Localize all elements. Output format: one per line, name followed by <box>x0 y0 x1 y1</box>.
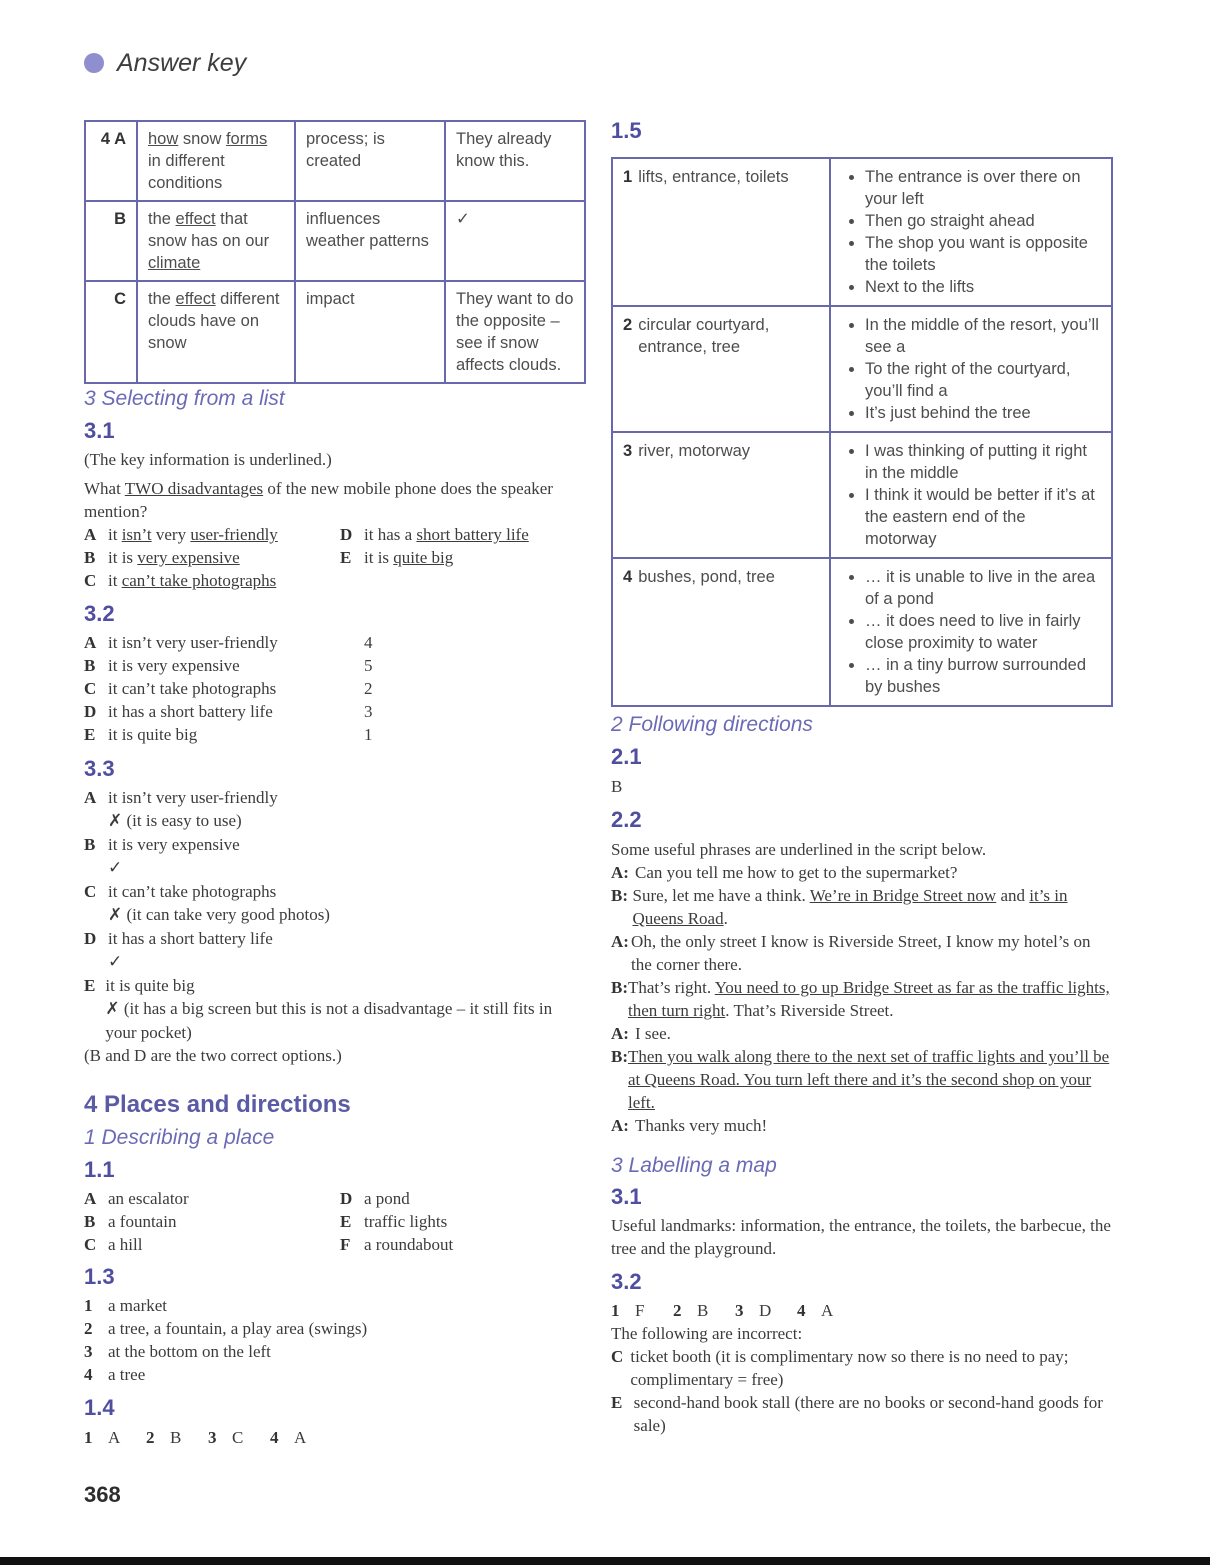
answer-letter: B <box>170 1428 182 1447</box>
item-letter: D <box>84 702 97 721</box>
heading-2-2: 2.2 <box>611 807 642 832</box>
answer-letter: C <box>232 1428 244 1447</box>
dialogue-text <box>632 884 1111 930</box>
phrase-item: • Then go straight ahead <box>865 210 1101 232</box>
underlined-text: Then you walk along there to the next set of traffic lights and you’ll be at Queens Road. You turn left there and it’s the second shop on your left. <box>628 1047 1110 1112</box>
heading-3-1: 3.1 <box>84 418 115 443</box>
answer-table-4 <box>84 120 586 384</box>
list-item <box>340 1233 453 1256</box>
section-title-places: 4 Places and directions <box>84 1091 351 1118</box>
answer-2-1: B <box>611 777 623 796</box>
row-number: 4 <box>623 568 633 586</box>
list-item <box>611 1391 1111 1437</box>
bullet-dot-icon <box>84 53 104 73</box>
list-item <box>84 1294 584 1317</box>
item-letter: 2 <box>84 1319 93 1338</box>
section-title-following: 2 Following directions <box>611 713 813 736</box>
text: it is <box>108 548 138 567</box>
section-title-selecting: 3 Selecting from a list <box>84 387 285 410</box>
underlined-text: how <box>148 130 179 148</box>
option-letter: C <box>84 571 97 590</box>
text: . That’s Riverside Street. <box>725 1001 894 1020</box>
option-text <box>108 546 240 569</box>
item-number: 2 <box>364 679 373 698</box>
item-letter: 4 <box>84 1365 93 1384</box>
block-3-2-map <box>611 1299 1111 1437</box>
answer-letter: A <box>294 1428 307 1447</box>
item-letter: B <box>84 835 96 854</box>
options-right <box>340 523 529 592</box>
page-header <box>84 46 246 80</box>
item-number: 1 <box>364 725 373 744</box>
list-item <box>84 631 384 654</box>
underlined-text: it’s in Queens Road <box>632 886 1068 928</box>
words-wrap <box>623 566 819 588</box>
cell-comment: They already know this. <box>445 121 585 201</box>
item-verdict <box>105 997 584 1044</box>
phrase-list <box>841 566 1101 698</box>
text: the <box>148 290 176 308</box>
list-item <box>84 786 584 833</box>
text: that snow has on our <box>148 210 270 250</box>
dialogue-line <box>611 884 1111 930</box>
item-text: it can’t take photographs <box>108 882 277 901</box>
row-number: 1 <box>623 168 633 186</box>
item-letter: A <box>84 788 97 807</box>
item-text: a tree, a fountain, a play area (swings) <box>108 1319 368 1338</box>
options-left <box>84 523 340 592</box>
section-title-describing: 1 Describing a place <box>84 1126 275 1149</box>
option-letter: A <box>84 525 97 544</box>
list-item <box>84 654 384 677</box>
list-item <box>340 1187 453 1210</box>
item-text: second-hand book stall (there are no books or second-hand goods for sale) <box>633 1393 1103 1435</box>
underlined-text: TWO disadvantages <box>124 479 264 498</box>
item-text: it is quite big <box>105 976 195 995</box>
cross-icon: ✗ <box>108 905 123 925</box>
answer-letter: F <box>635 1301 645 1320</box>
tick-icon: ✓ <box>108 952 123 972</box>
table-row <box>612 158 1112 306</box>
answer-letter: A <box>108 1428 121 1447</box>
item-body <box>108 927 273 974</box>
phrase-item: • I was thinking of putting it right in the middle <box>865 440 1101 484</box>
text-3-1-map: Useful landmarks: information, the entrance, the toilets, the barbecue, the tree and the playground. <box>611 1216 1111 1258</box>
list-item <box>84 677 384 700</box>
list-item <box>340 1210 453 1233</box>
phrase-item: • The shop you want is opposite the toilets <box>865 232 1101 276</box>
item-verdict <box>108 903 330 927</box>
item-verdict <box>108 809 278 833</box>
dialogue-text <box>628 976 1111 1022</box>
heading-1-1: 1.1 <box>84 1157 115 1182</box>
speaker: A: <box>611 1024 629 1043</box>
answer-letter: B <box>697 1301 709 1320</box>
cell-words <box>612 558 830 706</box>
cell-phrases <box>830 558 1112 706</box>
block-3-1 <box>84 448 584 592</box>
option-item <box>84 569 340 592</box>
text: Can you tell me how to get to the supermarket? <box>635 863 958 882</box>
item-letter: C <box>84 679 97 698</box>
answer-row <box>611 1299 1111 1322</box>
list-item <box>84 1210 340 1233</box>
words-wrap <box>623 166 819 188</box>
item-letter: F <box>340 1235 351 1254</box>
speaker: B: <box>611 978 628 997</box>
question-3-1 <box>84 477 584 523</box>
text: Sure, let me have a think. <box>632 886 810 905</box>
text: What <box>84 479 125 498</box>
text: . <box>723 909 728 928</box>
option-item <box>340 523 529 546</box>
text: Thanks very much! <box>635 1116 768 1135</box>
cell-phrases <box>830 158 1112 306</box>
item-letter: A <box>84 633 97 652</box>
dialogue-line <box>611 1045 1111 1114</box>
text: it <box>108 571 122 590</box>
text: snow <box>178 130 226 148</box>
item-text: it is very expensive <box>108 656 240 675</box>
underlined-text: can’t take photographs <box>121 571 277 590</box>
phrase-list <box>841 166 1101 298</box>
list-3-2 <box>84 631 384 746</box>
table-row <box>612 306 1112 432</box>
item-letter: D <box>84 929 97 948</box>
phrase-item: • … it does need to live in fairly close proximity to water <box>865 610 1101 654</box>
phrase-item: • It’s just behind the tree <box>865 402 1101 424</box>
answer-letter: D <box>759 1301 772 1320</box>
option-text <box>364 546 453 569</box>
phrase-item: • In the middle of the resort, you’ll see a <box>865 314 1101 358</box>
answer-number: 3 <box>208 1428 217 1447</box>
footer-note: (B and D are the two correct options.) <box>84 1046 342 1065</box>
text: of the new mobile phone does the speaker mention? <box>84 479 553 521</box>
words-wrap <box>623 314 819 358</box>
item-letter: E <box>611 1393 623 1412</box>
answer-number: 3 <box>735 1301 744 1320</box>
tick-icon: ✓ <box>108 858 123 878</box>
item-letter: C <box>84 1235 97 1254</box>
list-3-3 <box>84 786 584 1067</box>
item-text: at the bottom on the left <box>108 1342 271 1361</box>
speaker: A: <box>611 1116 629 1135</box>
text: it has a <box>364 525 417 544</box>
item-text: it has a short battery life <box>108 929 273 948</box>
words-text: river, motorway <box>638 442 751 460</box>
heading-3-1-map: 3.1 <box>611 1184 642 1209</box>
dialogue-line <box>611 1022 1111 1045</box>
answers-1-4 <box>84 1426 332 1449</box>
list-item <box>84 700 384 723</box>
dialogue-text <box>631 930 1111 976</box>
text: different clouds have on snow <box>148 290 280 352</box>
row-number: 2 <box>623 316 633 334</box>
cross-icon: ✗ <box>108 811 123 831</box>
cell-words <box>612 158 830 306</box>
text: it <box>108 525 122 544</box>
page-number: 368 <box>84 1482 121 1507</box>
text: in different conditions <box>148 152 225 192</box>
underlined-text: effect <box>175 290 216 308</box>
option-item <box>84 523 340 546</box>
option-letter: E <box>340 548 352 567</box>
phrase-item: • Next to the lifts <box>865 276 1101 298</box>
list-item <box>84 833 584 880</box>
item-text: it can’t take photographs <box>108 679 277 698</box>
item-note: (it can take very good photos) <box>122 905 330 924</box>
speaker: A: <box>611 932 629 951</box>
table-row <box>612 432 1112 558</box>
words-wrap <box>623 440 819 462</box>
phrase-list <box>841 440 1101 550</box>
item-letter: C <box>611 1347 624 1366</box>
list-item <box>84 723 384 746</box>
cell-phrase <box>137 121 295 201</box>
list-item <box>84 974 584 1044</box>
item-letter: C <box>84 882 97 901</box>
list-item <box>84 1187 340 1210</box>
item-body <box>108 786 278 833</box>
item-note: (it is easy to use) <box>122 811 242 830</box>
item-verdict <box>108 950 273 974</box>
underlined-text: short battery life <box>416 525 529 544</box>
item-text: a pond <box>364 1189 410 1208</box>
heading-1-5: 1.5 <box>611 118 642 143</box>
phrase-item: • … it is unable to live in the area of a pond <box>865 566 1101 610</box>
heading-3-2: 3.2 <box>84 601 115 626</box>
page-title: Answer key <box>117 48 247 77</box>
item-letter: D <box>340 1189 353 1208</box>
answer-table-1-5 <box>611 157 1113 707</box>
bottom-rule <box>0 1557 1210 1565</box>
answer-number: 4 <box>270 1428 279 1447</box>
item-text: it has a short battery life <box>108 702 273 721</box>
cell-comment: ✓ <box>445 201 585 281</box>
cross-icon: ✗ <box>105 999 120 1019</box>
speaker: B: <box>611 886 628 905</box>
list-item <box>84 1233 340 1256</box>
cell-comment: They want to do the opposite – see if snow affects clouds. <box>445 281 585 383</box>
intro-3-2-map: The following are incorrect: <box>611 1324 803 1343</box>
dialogue-text <box>635 861 957 884</box>
answer-letter: A <box>821 1301 834 1320</box>
text: and <box>996 886 1030 905</box>
cell-words <box>612 306 830 432</box>
item-text: it is quite big <box>108 725 198 744</box>
underlined-text: effect <box>175 210 216 228</box>
section-title-labelling: 3 Labelling a map <box>611 1154 777 1177</box>
item-letter: A <box>84 1189 97 1208</box>
underlined-text: We’re in Bridge Street now <box>809 886 997 905</box>
dialogue-line <box>611 861 1111 884</box>
list-item <box>611 1345 1111 1391</box>
item-text: a fountain <box>108 1212 177 1231</box>
option-item <box>84 546 340 569</box>
speaker: A: <box>611 863 629 882</box>
answer-number: 4 <box>797 1301 806 1320</box>
list-item <box>84 1363 584 1386</box>
item-letter: E <box>84 976 96 995</box>
item-body <box>108 880 330 927</box>
words-text: bushes, pond, tree <box>638 568 775 586</box>
heading-1-3: 1.3 <box>84 1264 115 1289</box>
words-text: lifts, entrance, toilets <box>638 168 789 186</box>
answer-number: 2 <box>146 1428 155 1447</box>
item-number: 5 <box>364 656 373 675</box>
cell-phrase <box>137 201 295 281</box>
cell-synonym: influences weather patterns <box>295 201 445 281</box>
item-text: a roundabout <box>364 1235 454 1254</box>
item-body <box>105 974 584 1044</box>
item-number: 4 <box>364 633 373 652</box>
heading-2-1: 2.1 <box>611 744 642 769</box>
script-2-2 <box>611 838 1111 1137</box>
cell-words <box>612 432 830 558</box>
item-text: it isn’t very user-friendly <box>108 633 278 652</box>
item-letter: 3 <box>84 1342 93 1361</box>
phrase-list <box>841 314 1101 424</box>
answer-number: 1 <box>84 1428 93 1447</box>
text: the <box>148 210 176 228</box>
heading-3-3: 3.3 <box>84 756 115 781</box>
table-row <box>85 281 585 383</box>
dialogue-text <box>635 1114 767 1137</box>
item-text: it isn’t very user-friendly <box>108 788 278 807</box>
item-text: a tree <box>108 1365 146 1384</box>
text: I see. <box>635 1024 671 1043</box>
phrase-item: • I think it would be better if it’s at the eastern end of the motorway <box>865 484 1101 550</box>
option-text <box>364 523 529 546</box>
text: very <box>151 525 191 544</box>
option-letter: D <box>340 525 353 544</box>
text: it is <box>364 548 394 567</box>
item-letter: E <box>340 1212 352 1231</box>
option-letter: B <box>84 548 96 567</box>
item-body <box>108 833 240 880</box>
underlined-text: You need to go up Bridge Street as far as the traffic lights, then turn right <box>628 978 1110 1020</box>
answer-number: 1 <box>611 1301 620 1320</box>
underlined-text: very expensive <box>137 548 240 567</box>
list-item <box>84 1317 584 1340</box>
item-letter: 1 <box>84 1296 93 1315</box>
row-label: C <box>85 281 137 383</box>
speaker: B: <box>611 1047 628 1066</box>
item-text: a hill <box>108 1235 143 1254</box>
item-note: (it has a big screen but this is not a disadvantage – it still fits in your pocket) <box>105 999 553 1042</box>
table-row <box>85 201 585 281</box>
row-number: 3 <box>623 442 633 460</box>
option-item <box>340 546 529 569</box>
words-text: circular courtyard, entrance, tree <box>638 316 770 356</box>
item-number: 3 <box>364 702 373 721</box>
cell-synonym: impact <box>295 281 445 383</box>
item-text: ticket booth (it is complimentary now so there is no need to pay; complimentary = free) <box>630 1347 1069 1389</box>
intro-2-2: Some useful phrases are underlined in the script below. <box>611 840 987 859</box>
heading-1-4: 1.4 <box>84 1395 115 1420</box>
heading-3-2-map: 3.2 <box>611 1269 642 1294</box>
row-label: B <box>85 201 137 281</box>
underlined-text: quite big <box>393 548 454 567</box>
dialogue-line <box>611 976 1111 1022</box>
item-text: traffic lights <box>364 1212 448 1231</box>
cell-phrase <box>137 281 295 383</box>
phrase-item: • … in a tiny burrow surrounded by bushes <box>865 654 1101 698</box>
item-text: a market <box>108 1296 167 1315</box>
underlined-text: user-friendly <box>190 525 278 544</box>
option-text <box>108 569 276 592</box>
text: That’s right. <box>628 978 715 997</box>
underlined-text: climate <box>148 254 201 272</box>
table-row <box>612 558 1112 706</box>
option-text <box>108 523 278 546</box>
dialogue-line <box>611 930 1111 976</box>
list-item <box>84 1340 584 1363</box>
phrase-item: • The entrance is over there on your left <box>865 166 1101 210</box>
dialogue-line <box>611 1114 1111 1137</box>
cell-phrases <box>830 306 1112 432</box>
item-verdict <box>108 856 240 880</box>
item-text: an escalator <box>108 1189 189 1208</box>
list-item <box>84 880 584 927</box>
dialogue-text <box>628 1045 1111 1114</box>
dialogue-text <box>635 1022 671 1045</box>
table-row <box>85 121 585 201</box>
text: Oh, the only street I know is Riverside Street, I know my hotel’s on the corner there. <box>631 932 1091 974</box>
underlined-text: isn’t <box>121 525 152 544</box>
item-letter: B <box>84 1212 96 1231</box>
phrase-item: • To the right of the courtyard, you’ll find a <box>865 358 1101 402</box>
answer-number: 2 <box>673 1301 682 1320</box>
list-1-1 <box>84 1187 584 1256</box>
item-letter: B <box>84 656 96 675</box>
cell-phrases <box>830 432 1112 558</box>
row-label: 4 A <box>85 121 137 201</box>
item-letter: E <box>84 725 96 744</box>
underlined-text: forms <box>225 130 268 148</box>
list-item <box>84 927 584 974</box>
answer-row <box>84 1426 332 1449</box>
list-1-3 <box>84 1294 584 1386</box>
note-3-1: (The key information is underlined.) <box>84 450 332 469</box>
cell-synonym: process; is created <box>295 121 445 201</box>
item-text: it is very expensive <box>108 835 240 854</box>
